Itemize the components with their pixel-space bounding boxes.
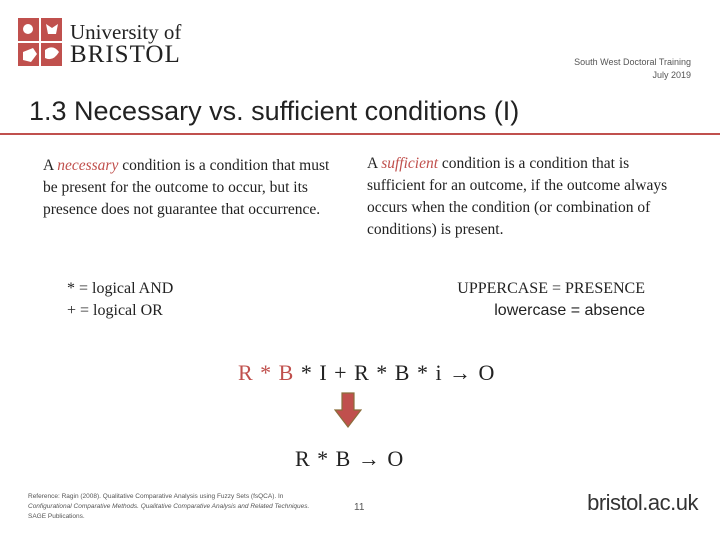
logo-line-bristol: BRISTOL (70, 41, 181, 68)
necessary-definition (43, 155, 333, 221)
program-date: July 2019 (652, 70, 691, 80)
case-legend (457, 278, 645, 322)
sufficient-keyword: sufficient (381, 155, 439, 172)
legend-and: * = logical AND (67, 280, 174, 297)
equation-reduced: R * B → O (295, 446, 405, 471)
sufficient-text: condition is a condition that is sufficient for an outcome, if the outcome always occurs when the condition (or combination of conditions) is present. (367, 155, 668, 238)
equation-rest: * I + R * B * i → O (294, 360, 496, 385)
logic-operator-legend (67, 278, 173, 322)
logo-line-university: University of (70, 20, 182, 44)
reference-title: Configurational Comparative Methods. Qualitative Comparative Analysis and Related Techniques. (28, 503, 310, 510)
sufficient-prefix: A (367, 155, 378, 172)
equation-full (238, 360, 495, 386)
necessary-text: condition is a condition that must be present for the outcome to occur, but its presence does not guarantee that occurrence. (43, 157, 330, 218)
slide-title: 1.3 Necessary vs. sufficient conditions (I) (29, 96, 520, 126)
reference-lead: Reference: Ragin (2008). Qualitative Comparative Analysis using Fuzzy Sets (fsQCA). In (28, 493, 284, 500)
equation-highlight: R * B (238, 360, 295, 385)
sufficient-definition (367, 153, 687, 241)
legend-uppercase: UPPERCASE = PRESENCE (457, 280, 645, 297)
page-number: 11 (354, 502, 365, 513)
university-logo (18, 18, 182, 70)
down-arrow-icon (334, 392, 362, 428)
title-divider (0, 133, 720, 135)
header-program-info (574, 56, 691, 82)
reference-citation (28, 492, 318, 522)
footer-url: bristol.ac.uk (587, 490, 698, 515)
necessary-prefix: A (43, 157, 54, 174)
reference-publisher: SAGE Publications. (28, 513, 85, 520)
program-name: South West Doctoral Training (574, 57, 691, 67)
university-crest-icon (18, 18, 62, 66)
legend-or: + = logical OR (67, 302, 163, 319)
legend-lowercase: lowercase = absence (494, 302, 645, 319)
necessary-keyword: necessary (57, 157, 119, 174)
